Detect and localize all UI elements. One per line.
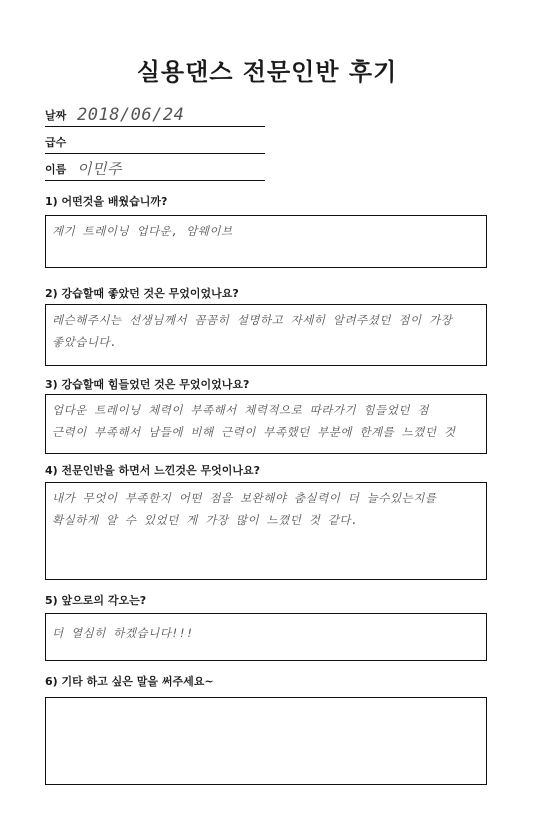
answer-4-text	[52, 487, 480, 531]
answer-3-line-2: 근력이 부족해서 남들에 비해 근력이 부족했던 부분에 한계를 느꼈던 것	[52, 425, 456, 439]
date-label: 날짜	[45, 109, 67, 122]
answer-4-box	[45, 482, 487, 580]
question-3-label: 3) 강습할때 힘들었던 것은 무었이었나요?	[45, 378, 250, 391]
answer-1-text	[52, 220, 480, 242]
answer-3-box	[45, 394, 487, 454]
answer-1-line-1: 계기 트레이닝 업다운, 암웨이브	[52, 224, 233, 238]
answer-2-box	[45, 304, 487, 366]
question-6-label: 6) 기타 하고 싶은 말을 써주세요~	[45, 675, 214, 688]
answer-4-line-1: 내가 무엇이 부족한지 어떤 점을 보완해야 춤실력이 더 늘수있는지를	[52, 491, 437, 505]
question-4-label: 4) 전문인반을 하면서 느낀것은 무엇이나요?	[45, 464, 261, 477]
answer-2-text	[52, 309, 480, 353]
answer-1-box	[45, 215, 487, 268]
date-value: 2018/06/24	[77, 105, 185, 125]
answer-5-box	[45, 613, 487, 661]
name-label: 이름	[45, 163, 67, 176]
answer-5-text	[52, 622, 480, 644]
grade-label: 급수	[45, 136, 67, 149]
question-2-label: 2) 강습할때 좋았던 것은 무었이었나요?	[45, 287, 239, 300]
grade-row	[45, 127, 265, 154]
answer-6-box	[45, 697, 487, 785]
question-5-label: 5) 앞으로의 각오는?	[45, 594, 147, 607]
answer-2-line-2: 좋았습니다.	[52, 335, 118, 349]
answer-2-line-1: 레슨해주시는 선생님께서 꼼꼼히 설명하고 자세히 알려주셨던 점이 가장	[52, 313, 453, 327]
answer-4-line-2: 확실하게 알 수 있었던 게 가장 많이 느꼈던 것 같다.	[52, 513, 359, 527]
date-row	[45, 100, 265, 127]
answer-3-text	[52, 399, 480, 443]
name-value: 이민주	[77, 160, 122, 178]
page-title: 실용댄스 전문인반 후기	[136, 58, 398, 86]
answer-3-line-1: 업다운 트레이닝 체력이 부족해서 체력적으로 따라가기 힘들었던 점	[52, 403, 430, 417]
question-1-label: 1) 어떤것을 배웠습니까?	[45, 195, 168, 208]
name-row	[45, 154, 265, 181]
answer-5-line-1: 더 열심히 하겠습니다!!!	[52, 626, 194, 640]
